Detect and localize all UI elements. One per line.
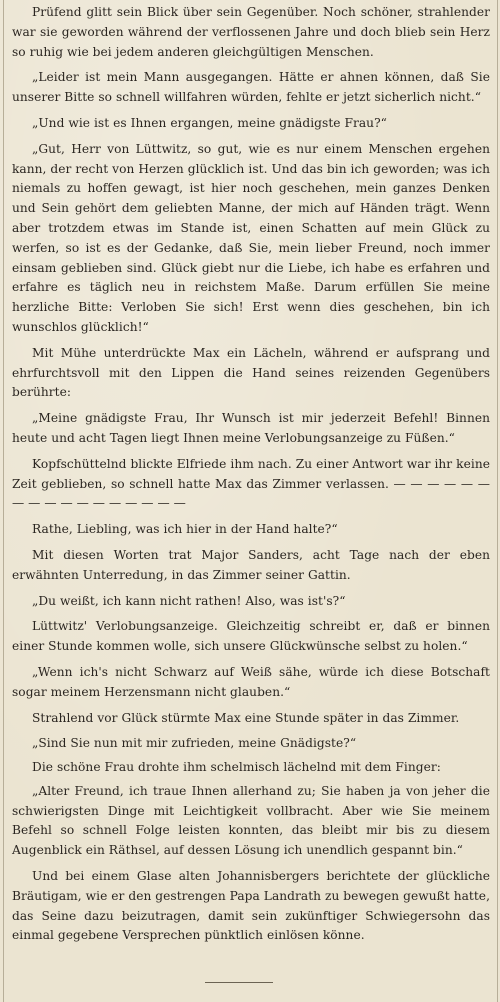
paragraph-3: „Und wie ist es Ihnen ergangen, meine gnädigste Frau?“: [32, 115, 387, 130]
column-border-right: [497, 0, 498, 1002]
paragraph-11: Lüttwitz' Verlobungsanzeige. Gleichzeitig schreibt er, daß er binnen einer Stunde kommen wolle, sich unsere Glückwünsche selbst zu holen.“: [12, 619, 490, 654]
paragraph-13: Strahlend vor Glück stürmte Max eine Stunde später in das Zimmer.: [32, 710, 460, 725]
column-border-left: [3, 0, 4, 1002]
paragraph-6: „Meine gnädigste Frau, Ihr Wunsch ist mir jederzeit Befehl! Binnen heute und acht Tagen liegt Ihnen meine Verlobungsanzeige zu Füßen.“: [12, 411, 490, 445]
paragraph-1: Prüfend glitt sein Blick über sein Gegenüber. Noch schöner, strahlender war sie geworden während der verflossenen Jahre und doch blieb sein Herz so ruhig wie bei jedem anderen gleichgültigen Menschen.: [12, 5, 490, 59]
paragraph-16: „Alter Freund, ich traue Ihnen allerhand zu; Sie haben ja von jeher die schwierigsten Dinge mit Leichtigkeit vollbracht. Aber wie Sie meinem Befehl so schnell Folge leisten konnten, das bleibt mir bis zu diesem Augenblick ein Räthsel, auf dessen Lösung ich unendlich gespannt bin.“: [12, 783, 490, 858]
paragraph-17: Und bei einem Glase alten Johannisbergers berichtete der glückliche Bräutigam, wie er den gestrengen Papa Landrath zu bewegen gewußt hatte, das Seine dazu beizutragen, damit sein zukünftiger Schwiegersohn das einmal gegebene Versprechen pünktlich einlösen könne.: [12, 869, 490, 943]
paragraph-5: Mit Mühe unterdrückte Max ein Lächeln, während er aufsprang und ehrfurchtsvoll mit den Lippen die Hand seines reizenden Gegenübers berührte:: [12, 345, 490, 400]
paragraph-2: „Leider ist mein Mann ausgegangen. Hätte er ahnen können, daß Sie unserer Bitte so schnell willfahren würden, fehlte er jetzt sicherlich nicht.“: [12, 70, 490, 105]
paragraph-8: Rathe, Liebling, was ich hier in der Hand halte?“: [32, 522, 338, 537]
paragraph-10: „Du weißt, ich kann nicht rathen! Also, was ist's?“: [32, 593, 346, 608]
paragraph-4: „Gut, Herr von Lüttwitz, so gut, wie es nur einem Menschen ergehen kann, der recht von Herzen glücklich ist. Und das bin ich geworden; was ich niemals zu hoffen gewagt, ist hier noch geschehen, mein ganzes Denken und Sein gehört dem geliebten Manne, der mich auf Händen trägt. Wenn aber trotzdem etwas im Stande ist, einen Schatten auf mein Glück zu werfen, so ist es der Gedanke, daß Sie, mein lieber Freund, noch immer einsam geblieben sind. Glück giebt nur die Liebe, ich habe es erfahren und erfahre es täglich neu in reichstem Maße. Darum erfüllen Sie meine herzliche Bitte: Verloben Sie sich! Erst wenn dies geschehen, bin ich wunschlos glücklich!“: [12, 141, 490, 334]
paragraph-7: Kopfschüttelnd blickte Elfriede ihm nach. Zu einer Antwort war ihr keine Zeit geblieben, so schnell hatte Max das Zimmer verlassen. — — — — — — — — — — — — — — — — —: [12, 456, 490, 511]
paragraph-15: Die schöne Frau drohte ihm schelmisch lächelnd mit dem Finger:: [32, 760, 441, 775]
paragraph-14: „Sind Sie nun mit mir zufrieden, meine Gnädigste?“: [32, 736, 357, 751]
paragraph-9: Mit diesen Worten trat Major Sanders, acht Tage nach der eben erwähnten Unterredung, in das Zimmer seiner Gattin.: [12, 547, 490, 582]
end-rule: [205, 982, 273, 983]
paragraph-12: „Wenn ich's nicht Schwarz auf Weiß sähe, würde ich diese Botschaft sogar meinem Herzensmann nicht glauben.“: [12, 664, 490, 699]
